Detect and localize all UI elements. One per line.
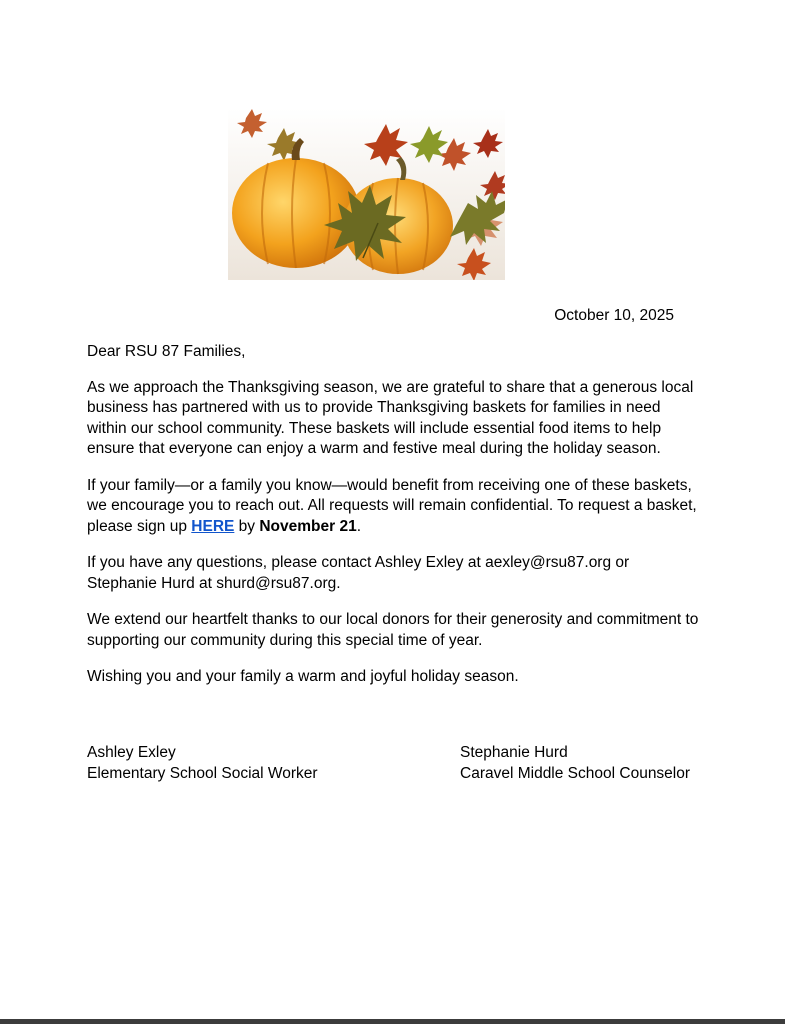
- signup-end: .: [356, 517, 362, 535]
- paragraph-signup: [87, 476, 699, 538]
- paragraph-thanks: We extend our heartfelt thanks to our local donors for their generosity and commitment to supporting our community during this special time of year.: [87, 611, 699, 649]
- salutation: Dear RSU 87 Families,: [87, 343, 246, 360]
- signature-left: [87, 743, 318, 784]
- signup-link[interactable]: HERE: [191, 517, 235, 535]
- signer-name: Stephanie Hurd: [460, 744, 568, 761]
- signer-title: Elementary School Social Worker: [87, 764, 318, 782]
- letter-date: October 10, 2025: [554, 307, 674, 324]
- paragraph-contact: If you have any questions, please contact Ashley Exley at aexley@rsu87.org or Stephanie Hurd at shurd@rsu87.org.: [87, 554, 630, 592]
- page-bottom-bar: [0, 1019, 785, 1024]
- signature-right: [460, 743, 690, 784]
- paragraph-intro: As we approach the Thanksgiving season, we are grateful to share that a generous local business has partnered with us to provide Thanksgiving baskets for families in need within our school community. These baskets will include essential food items to help ensure that everyone can enjoy a warm and festive meal during the holiday season.: [87, 378, 694, 457]
- signup-deadline: November 21: [259, 517, 357, 535]
- signer-name: Ashley Exley: [87, 744, 176, 761]
- paragraph-closing: Wishing you and your family a warm and joyful holiday season.: [87, 668, 519, 685]
- signup-by-text: by: [234, 517, 260, 535]
- pumpkins-header-image: [228, 108, 505, 280]
- signer-title: Caravel Middle School Counselor: [460, 764, 691, 782]
- signup-text: If your family—or a family you know—would benefit from receiving one of these baskets, we encourage you to reach out. All requests will remain confidential. To request a basket, please sign up: [87, 476, 697, 535]
- letter-body: [87, 342, 699, 704]
